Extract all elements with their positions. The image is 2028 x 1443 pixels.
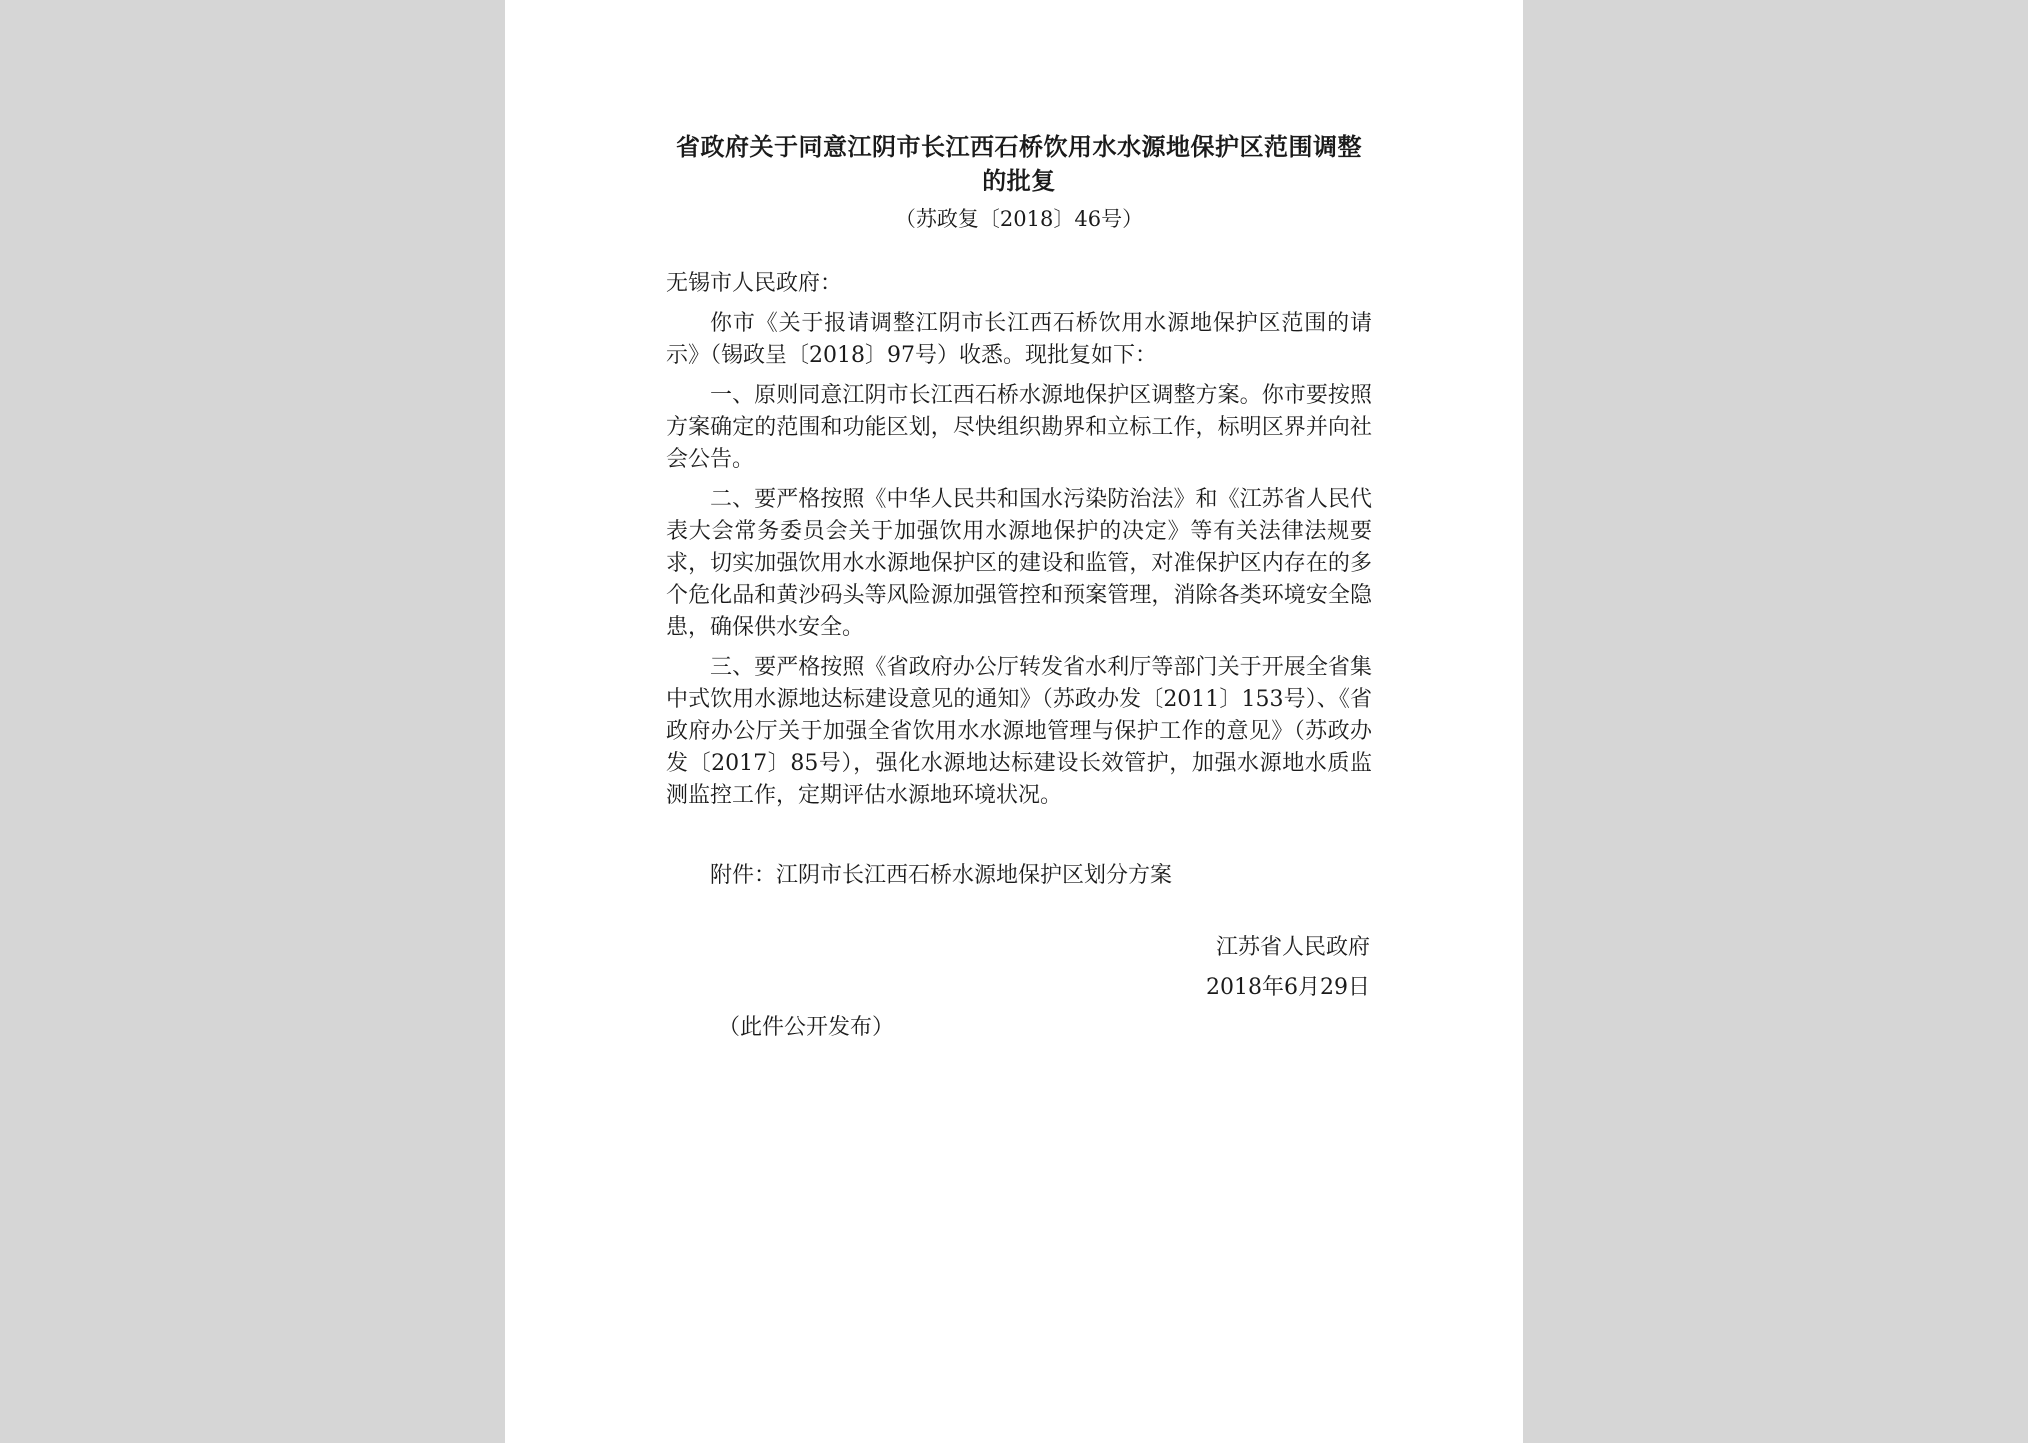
document-page bbox=[505, 0, 1523, 1443]
issuer: 江苏省人民政府 bbox=[1215, 935, 1370, 960]
document-number: （苏政复〔2018〕46号） bbox=[894, 207, 1144, 231]
paragraph-item-2: 二、要严格按照《中华人民共和国水污染防治法》和《江苏省人民代表大会常务委员会关于加强饮用水源地保护的决定》等有关法律法规要求，切实加强饮用水水源地保护区的建设和监管，对准保护区内存在的多个危化品和黄沙码头等风险源加强管控和预案管理，消除各类环境安全隐患，确保供水安全。 bbox=[666, 487, 1372, 640]
paragraph-item-3: 三、要严格按照《省政府办公厅转发省水利厅等部门关于开展全省集中式饮用水源地达标建设意见的通知》（苏政办发〔2011〕153号）、《省政府办公厅关于加强全省饮用水水源地管理与保护工作的意见》（苏政办发〔2017〕85号），强化水源地达标建设长效管护，加强水源地水质监测监控工作，定期评估水源地环境状况。 bbox=[666, 655, 1372, 808]
salutation: 无锡市人民政府： bbox=[666, 271, 843, 296]
publication-note: （此件公开发布） bbox=[718, 1015, 895, 1040]
paragraph-intro: 你市《关于报请调整江阴市长江西石桥饮用水源地保护区范围的请示》（锡政呈〔2018〕97号）收悉。现批复如下： bbox=[666, 311, 1372, 368]
attachment-line: 附件：江阴市长江西石桥水源地保护区划分方案 bbox=[710, 863, 1173, 888]
document-title: 省政府关于同意江阴市长江西石桥饮用水水源地保护区范围调整的批复 bbox=[676, 132, 1362, 195]
issue-date: 2018年6月29日 bbox=[1206, 975, 1370, 1000]
document-content bbox=[666, 130, 1372, 1044]
paragraph-item-1: 一、原则同意江阴市长江西石桥水源地保护区调整方案。你市要按照方案确定的范围和功能区划，尽快组织勘界和立标工作，标明区界并向社会公告。 bbox=[666, 383, 1372, 472]
